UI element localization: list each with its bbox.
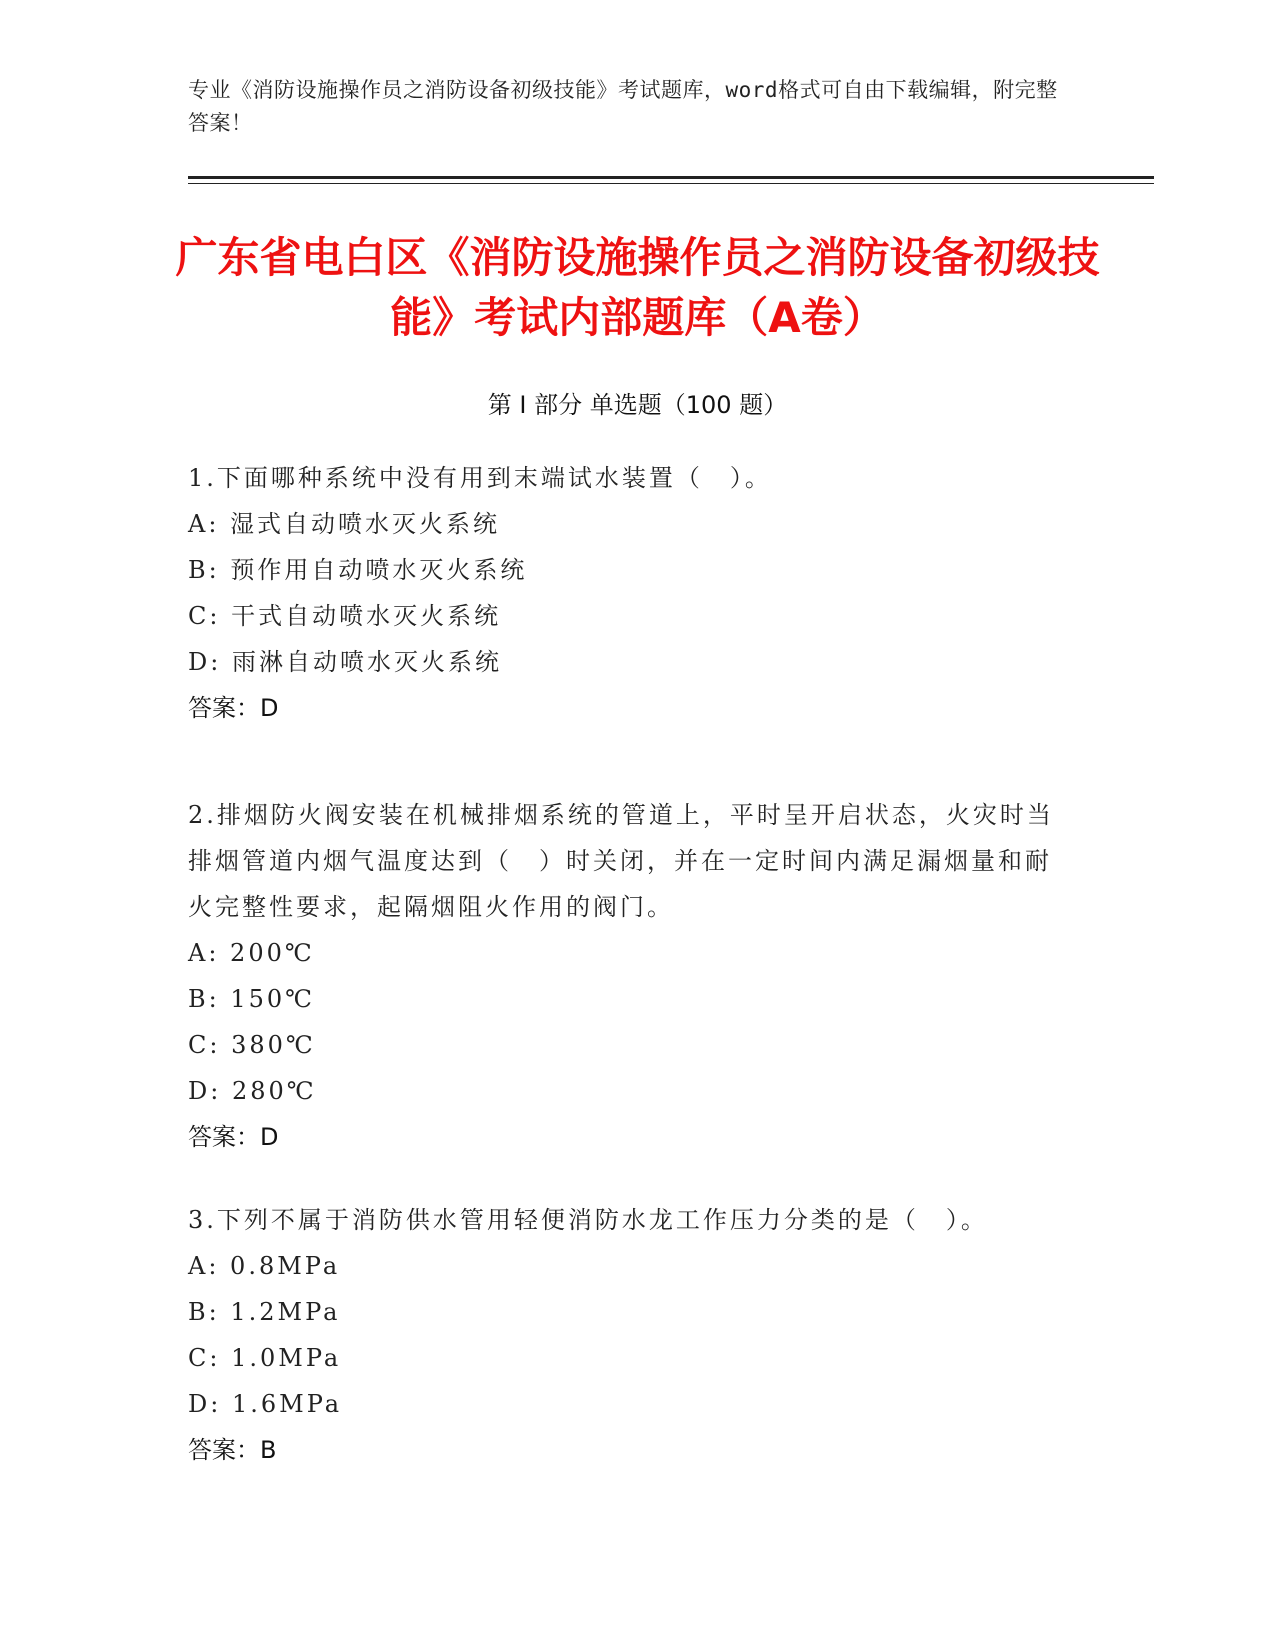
option-a: A: 200℃ bbox=[188, 939, 315, 967]
option-a: A: 湿式自动喷水灭火系统 bbox=[188, 510, 501, 538]
option-d: D: 280℃ bbox=[188, 1077, 317, 1105]
answer-line: 答案：D bbox=[188, 1123, 279, 1151]
question-stem: 3.下列不属于消防供水管用轻便消防水龙工作压力分类的是（ ）。 bbox=[188, 1206, 988, 1234]
question-stem: 2.排烟防火阀安装在机械排烟系统的管道上，平时呈开启状态，火灾时当排烟管道内烟气温度达到（ ）时关闭，并在一定时间内满足漏烟量和耐火完整性要求，起隔烟阻火作用的阀门。 bbox=[188, 801, 1054, 921]
option-b: B: 150℃ bbox=[188, 985, 316, 1013]
option-d: D: 1.6MPa bbox=[188, 1390, 343, 1418]
option-d: D: 雨淋自动喷水灭火系统 bbox=[188, 648, 502, 676]
option-c: C: 1.0MPa bbox=[188, 1344, 342, 1372]
header-rule-thick bbox=[188, 176, 1154, 179]
option-b: B: 1.2MPa bbox=[188, 1298, 341, 1326]
question-2 bbox=[188, 792, 1068, 1160]
answer-line: 答案：D bbox=[188, 694, 279, 722]
question-1 bbox=[188, 455, 1068, 731]
option-a: A: 0.8MPa bbox=[188, 1252, 341, 1280]
question-3 bbox=[188, 1197, 1068, 1473]
option-b: B: 预作用自动喷水灭火系统 bbox=[188, 556, 528, 584]
header-note: 专业《消防设施操作员之消防设备初级技能》考试题库，word格式可自由下载编辑，附完整答案！ bbox=[188, 78, 1058, 135]
question-stem: 1.下面哪种系统中没有用到末端试水装置（ ）。 bbox=[188, 464, 772, 492]
header-rule-thin bbox=[188, 183, 1154, 184]
option-c: C: 干式自动喷水灭火系统 bbox=[188, 602, 502, 630]
document-title: 广东省电白区《消防设施操作员之消防设备初级技能》考试内部题库（A卷） bbox=[175, 233, 1100, 342]
section-heading: 第 I 部分 单选题（100 题） bbox=[487, 391, 788, 419]
option-c: C: 380℃ bbox=[188, 1031, 316, 1059]
answer-line: 答案：B bbox=[188, 1436, 277, 1464]
